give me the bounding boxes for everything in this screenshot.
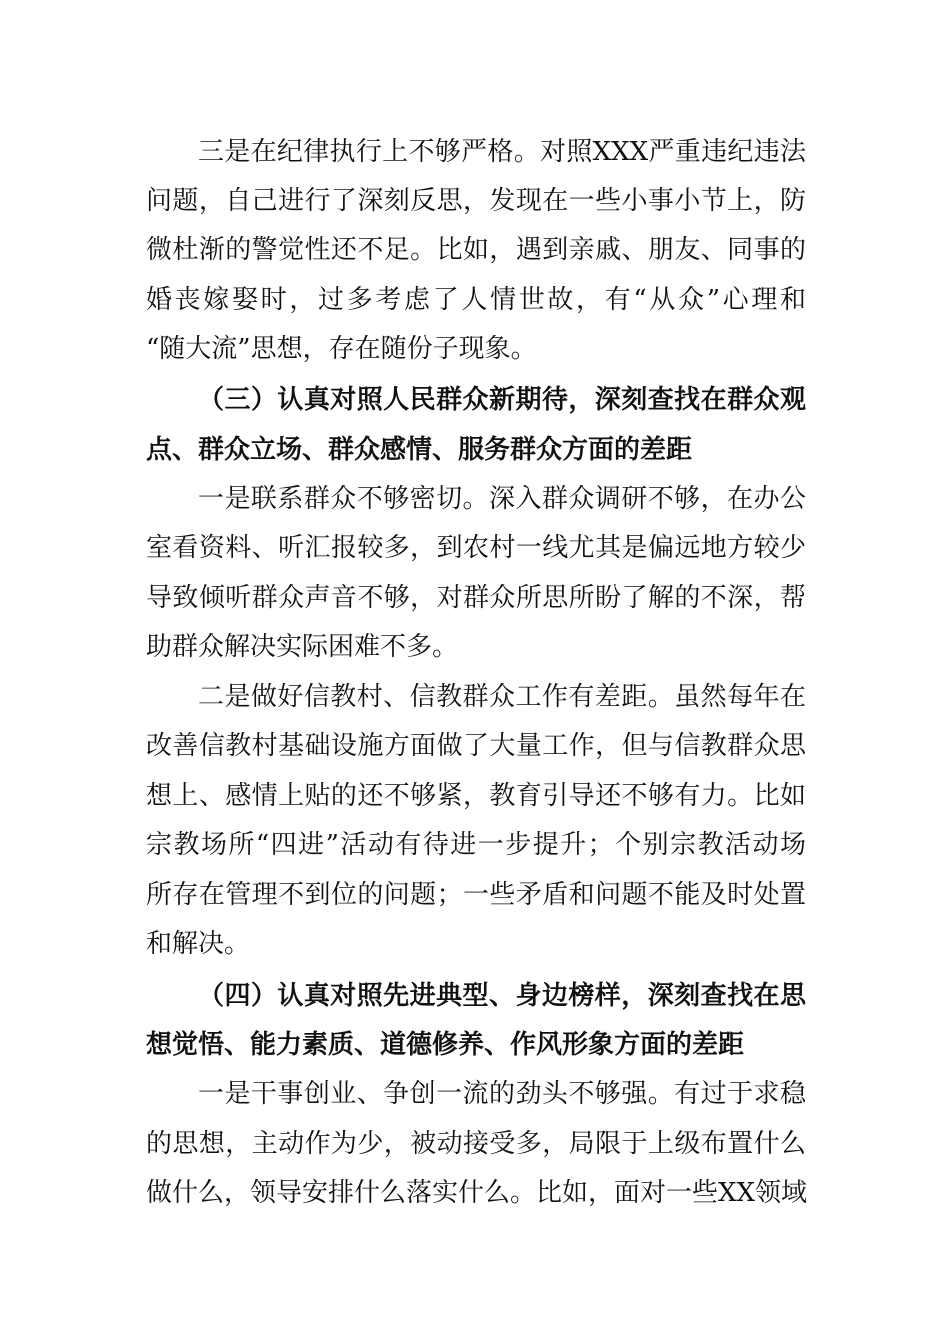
paragraph-line: 助群众解决实际困难不多。 — [146, 632, 459, 662]
paragraph-line: 二是做好信教村、信教群众工作有差距。虽然每年在 — [198, 682, 806, 712]
section-heading-line: （三）认真对照人民群众新期待，深刻查找在群众观 — [198, 385, 806, 415]
paragraph-line: 婚丧嫁娶时，过多考虑了人情世故，有“从众”心理和 — [146, 285, 806, 315]
section-heading-line: 点、群众立场、群众感情、服务群众方面的差距 — [146, 435, 693, 465]
paragraph-line: 和解决。 — [146, 929, 251, 959]
paragraph-line: 所存在管理不到位的问题；一些矛盾和问题不能及时处置 — [146, 880, 806, 910]
paragraph-line: 一是联系群众不够密切。深入群众调研不够，在办公 — [198, 484, 806, 514]
paragraph-line: “随大流”思想，存在随份子现象。 — [146, 334, 537, 364]
section-heading-line: （四）认真对照先进典型、身边榜样，深刻查找在思 — [198, 981, 806, 1011]
paragraph-line: 导致倾听群众声音不够，对群众所思所盼了解的不深，帮 — [146, 583, 806, 613]
paragraph-line: 一是干事创业、争创一流的劲头不够强。有过于求稳 — [198, 1079, 806, 1109]
paragraph-line: 宗教场所“四进”活动有待进一步提升；个别宗教活动场 — [146, 830, 806, 860]
paragraph-line: 室看资料、听汇报较多，到农村一线尤其是偏远地方较少 — [146, 533, 806, 563]
paragraph-line: 的思想，主动作为少，被动接受多，局限于上级布置什么 — [146, 1129, 806, 1159]
paragraph-line: 微杜渐的警觉性还不足。比如，遇到亲戚、朋友、同事的 — [146, 235, 806, 265]
paragraph-line: 想上、感情上贴的还不够紧，教育引导还不够有力。比如 — [146, 781, 806, 811]
section-heading-line: 想觉悟、能力素质、道德修养、作风形象方面的差距 — [146, 1030, 745, 1060]
paragraph-line: 改善信教村基础设施方面做了大量工作，但与信教群众思 — [146, 731, 806, 761]
paragraph-line: 问题，自己进行了深刻反思，发现在一些小事小节上，防 — [146, 186, 806, 216]
paragraph-line: 三是在纪律执行上不够严格。对照XXX严重违纪违法 — [198, 137, 806, 167]
paragraph-line: 做什么，领导安排什么落实什么。比如，面对一些XX领域 — [146, 1178, 808, 1208]
